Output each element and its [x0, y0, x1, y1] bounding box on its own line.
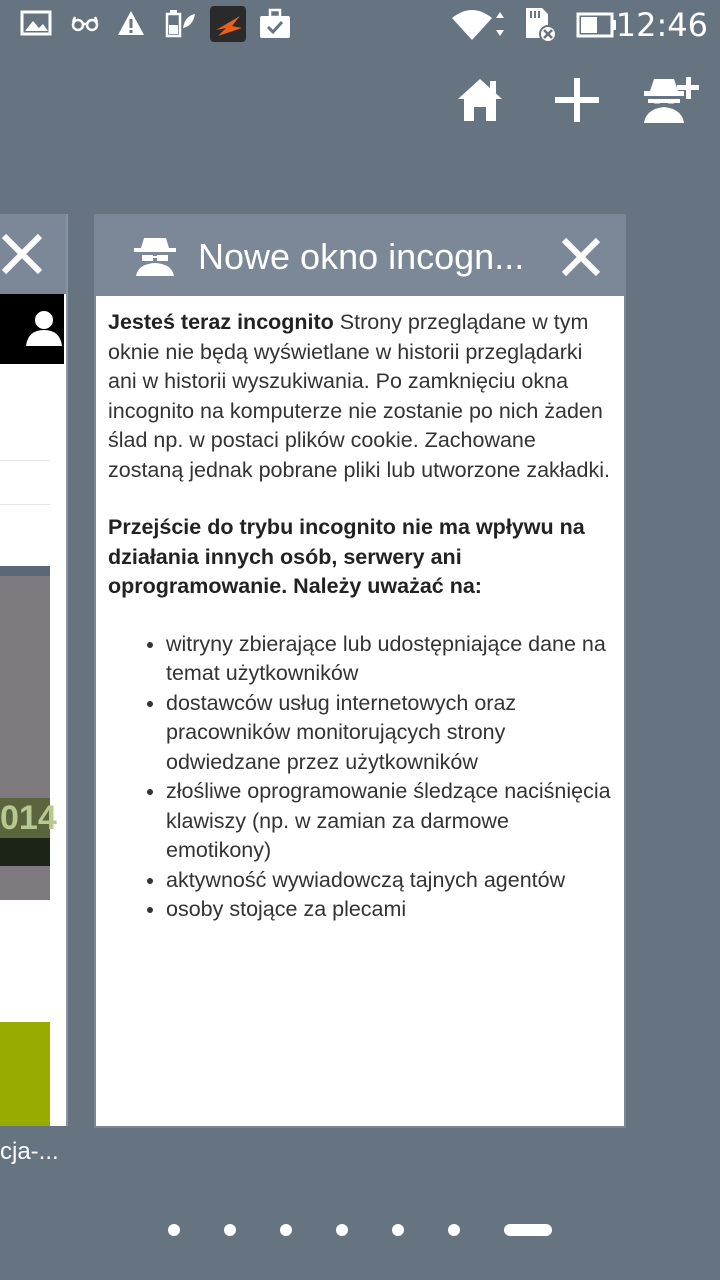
new-incognito-tab-button[interactable] [640, 70, 700, 130]
page-dot[interactable] [280, 1224, 292, 1236]
wifi-icon [450, 8, 508, 40]
list-item: • złośliwe oprogramowanie śledzące naciśnięcia klawiszy (np. w zamian za darmowe emotikony) [166, 777, 614, 866]
battery-icon [576, 8, 618, 40]
divider [0, 504, 50, 505]
status-bar [0, 0, 720, 48]
battery-saver-icon [163, 8, 197, 38]
sd-card-icon [522, 6, 558, 44]
home-icon [456, 77, 504, 123]
list-item: • dostawców usług internetowych oraz pracowników monitorujących strony odwiedzane przez użytkowników [166, 689, 614, 778]
list-item: • witryny zbierające lub udostępniające dane na temat użytkowników [166, 630, 614, 689]
warning-paragraph [108, 513, 614, 602]
previous-tab-header [0, 214, 66, 294]
intro-paragraph [108, 308, 614, 485]
previous-tab-page-header [0, 294, 64, 364]
divider [0, 460, 50, 461]
intro-text: Strony przeglądane w tym oknie nie będą wyświetlane w historii przeglądarki ani w historii wyszukiwania. Po zamknięciu okna incognito na komputerze nie zostanie po nich żaden ślad np. w postaci plików cookie. Zachowane zostaną jednak pobrane pliki lub utworzone zakładki. [108, 310, 610, 482]
incognito-tab-card[interactable] [94, 214, 626, 1128]
new-tab-icon [553, 76, 601, 124]
incognito-tab-content [108, 308, 614, 925]
page-dot-active[interactable] [504, 1224, 552, 1236]
page-dot[interactable] [224, 1224, 236, 1236]
previous-tab-year: 014 [0, 799, 57, 837]
page-dot[interactable] [336, 1224, 348, 1236]
app-notification-icon [210, 6, 246, 42]
close-tab-icon[interactable] [560, 236, 602, 278]
warning-list [108, 630, 614, 925]
previous-tab-card[interactable] [0, 214, 68, 1126]
list-item: • osoby stojące za plecami [166, 895, 614, 925]
user-icon [24, 308, 64, 348]
previous-tab-image [0, 566, 57, 900]
glasses-icon [70, 8, 100, 38]
page-dot[interactable] [448, 1224, 460, 1236]
previous-tab-caption: cja-... [0, 1138, 59, 1165]
incognito-tab-title: Nowe okno incogn... [198, 236, 525, 277]
page-dot[interactable] [168, 1224, 180, 1236]
tab-pagination [0, 1222, 720, 1238]
incognito-icon [132, 236, 178, 276]
clock: 12:46 [615, 6, 708, 44]
home-button[interactable] [450, 70, 510, 130]
incognito-tab-header [96, 216, 624, 296]
close-tab-icon[interactable] [0, 232, 44, 276]
warning-icon [116, 8, 146, 38]
image-notification-icon [20, 8, 52, 38]
briefcase-check-icon [258, 8, 292, 40]
new-tab-button[interactable] [547, 70, 607, 130]
warning-text: Przejście do trybu incognito nie ma wpływu na działania innych osób, serwery ani oprogramowanie. Należy uważać na: [108, 515, 585, 598]
page-dot[interactable] [392, 1224, 404, 1236]
intro-heading: Jesteś teraz incognito [108, 310, 334, 334]
list-item: • aktywność wywiadowczą tajnych agentów [166, 866, 614, 896]
new-incognito-tab-icon [640, 75, 700, 125]
previous-tab-green-block [0, 1022, 50, 1126]
